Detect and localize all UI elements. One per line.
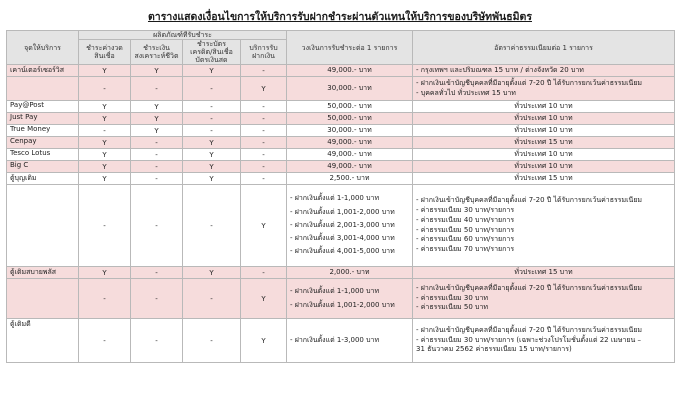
fee-line: - ฝากเงินเข้าบัญชีบุคคลที่มีอายุตั้งแต่ 7-20 ปี ได้รับการยกเว้นค่าธรรมเนียม bbox=[416, 283, 643, 292]
header-fee: อัตราค่าธรรมเนียมต่อ 1 รายการ bbox=[413, 31, 675, 65]
table-row bbox=[7, 161, 675, 173]
card-cell: - bbox=[183, 101, 241, 113]
deposit-cell: - bbox=[241, 125, 287, 137]
fee-line: - ค่าธรรมเนียม 40 บาท/รายการ bbox=[416, 215, 515, 224]
insurance-cell: - bbox=[131, 149, 183, 161]
fee-line: - ฝากเงินเข้าบัญชีบุคคลที่มีอายุตั้งแต่ 7-20 ปี ได้รับการยกเว้นค่าธรรมเนียม bbox=[416, 325, 643, 334]
insurance-cell: Y bbox=[131, 101, 183, 113]
card-cell: Y bbox=[183, 149, 241, 161]
deposit-cell: - bbox=[241, 161, 287, 173]
loan-cell: Y bbox=[79, 137, 131, 149]
limit-cell: 49,000.- บาท bbox=[287, 137, 413, 149]
loan-cell: - bbox=[79, 279, 131, 319]
card-cell: Y bbox=[183, 267, 241, 279]
insurance-cell: - bbox=[131, 267, 183, 279]
fee-line: - ค่าธรรมเนียม 60 บาท/รายการ bbox=[416, 235, 515, 244]
loan-cell: Y bbox=[79, 65, 131, 77]
agent-name-cell: ตู้บุญเติม bbox=[7, 173, 79, 185]
loan-cell: Y bbox=[79, 161, 131, 173]
fee-line: ทั่วประเทศ 10 บาท bbox=[514, 150, 573, 158]
limit-cell bbox=[287, 319, 413, 363]
deposit-cell: Y bbox=[241, 319, 287, 363]
header-card: ชำระบัตรเครดิต/สินเชื่อบัตรเงินสด bbox=[183, 40, 241, 65]
limit-line: - ฝากเงินตั้งแต่ 4,001-5,000 บาท bbox=[290, 247, 395, 256]
limit-line: - ฝากเงินตั้งแต่ 1-1,000 บาท bbox=[290, 287, 380, 296]
agent-name-cell: ตู้เติมสบายพลัส bbox=[7, 267, 79, 279]
fee-line: - ฝากเงินเข้าบัญชีบุคคลที่มีอายุตั้งแต่ 7-20 ปี ได้รับการยกเว้นค่าธรรมเนียม bbox=[416, 78, 643, 87]
fee-conditions-table bbox=[6, 30, 675, 363]
insurance-cell: - bbox=[131, 161, 183, 173]
limit-cell bbox=[287, 279, 413, 319]
fee-line: - กรุงเทพฯ และปริมณฑล 15 บาท / ต่างจังหวัด 20 บาท bbox=[416, 65, 584, 74]
insurance-cell: - bbox=[131, 77, 183, 101]
agent-name-cell bbox=[7, 279, 79, 319]
fee-line: ทั่วประเทศ 10 บาท bbox=[514, 162, 573, 170]
deposit-cell: - bbox=[241, 65, 287, 77]
loan-cell: Y bbox=[79, 113, 131, 125]
fee-line: - ค่าธรรมเนียม 30 บาท/รายการ bbox=[416, 205, 515, 214]
fee-cell bbox=[413, 279, 675, 319]
fee-line: - ฝากเงินเข้าบัญชีบุคคลที่มีอายุตั้งแต่ 7-20 ปี ได้รับการยกเว้นค่าธรรมเนียม bbox=[416, 196, 643, 205]
insurance-cell: - bbox=[131, 279, 183, 319]
insurance-cell: Y bbox=[131, 113, 183, 125]
table-row bbox=[7, 319, 675, 363]
fee-line: ทั่วประเทศ 15 บาท bbox=[514, 138, 573, 146]
limit-cell: 49,000.- บาท bbox=[287, 65, 413, 77]
fee-line: 31 ธันวาคม 2562 ค่าธรรมเนียม 15 บาท/รายการ) bbox=[416, 345, 572, 354]
loan-cell: - bbox=[79, 319, 131, 363]
limit-line: - ฝากเงินตั้งแต่ 1,001-2,000 บาท bbox=[290, 300, 395, 309]
limit-cell: 2,000.- บาท bbox=[287, 267, 413, 279]
fee-line: - บุคคลทั่วไป ทั่วประเทศ 15 บาท bbox=[416, 88, 516, 97]
fee-cell bbox=[413, 101, 675, 113]
deposit-cell: Y bbox=[241, 279, 287, 319]
agent-name-cell: Tesco Lotus bbox=[7, 149, 79, 161]
loan-cell: - bbox=[79, 125, 131, 137]
card-cell: Y bbox=[183, 137, 241, 149]
deposit-cell: Y bbox=[241, 77, 287, 101]
card-cell: - bbox=[183, 113, 241, 125]
insurance-cell: - bbox=[131, 173, 183, 185]
table-row bbox=[7, 125, 675, 137]
fee-line: - ค่าธรรมเนียม 50 บาท bbox=[416, 303, 489, 312]
limit-cell: 30,000.- บาท bbox=[287, 125, 413, 137]
table-row bbox=[7, 113, 675, 125]
card-cell: Y bbox=[183, 173, 241, 185]
limit-cell bbox=[287, 185, 413, 267]
fee-cell bbox=[413, 173, 675, 185]
card-cell: - bbox=[183, 279, 241, 319]
agent-name-cell: Big C bbox=[7, 161, 79, 173]
insurance-cell: - bbox=[131, 319, 183, 363]
agent-name-cell bbox=[7, 77, 79, 101]
fee-cell bbox=[413, 149, 675, 161]
fee-cell bbox=[413, 319, 675, 363]
card-cell: - bbox=[183, 185, 241, 267]
limit-cell: 50,000.- บาท bbox=[287, 113, 413, 125]
limit-cell: 49,000.- บาท bbox=[287, 149, 413, 161]
loan-cell: Y bbox=[79, 149, 131, 161]
limit-line: - ฝากเงินตั้งแต่ 2,001-3,000 บาท bbox=[290, 220, 395, 229]
table-row bbox=[7, 185, 675, 267]
card-cell: Y bbox=[183, 161, 241, 173]
card-cell: Y bbox=[183, 65, 241, 77]
fee-cell bbox=[413, 65, 675, 77]
deposit-cell: - bbox=[241, 101, 287, 113]
fee-line: - ค่าธรรมเนียม 50 บาท/รายการ bbox=[416, 225, 515, 234]
fee-cell bbox=[413, 125, 675, 137]
insurance-cell: - bbox=[131, 137, 183, 149]
fee-line: ทั่วประเทศ 10 บาท bbox=[514, 102, 573, 110]
limit-line: - ฝากเงินตั้งแต่ 1-1,000 บาท bbox=[290, 194, 380, 203]
table-row bbox=[7, 101, 675, 113]
agent-name-cell: Just Pay bbox=[7, 113, 79, 125]
page-title: ตารางแสดงเงื่อนไขการให้บริการรับฝากชำระผ่านตัวแทนให้บริการของบริษัทพันธมิตร bbox=[147, 11, 532, 23]
loan-cell: Y bbox=[79, 101, 131, 113]
header-products-group: ผลิตภัณฑ์ที่รับชำระ bbox=[79, 31, 287, 40]
deposit-cell: - bbox=[241, 267, 287, 279]
table-row bbox=[7, 65, 675, 77]
card-cell: - bbox=[183, 77, 241, 101]
table-row bbox=[7, 267, 675, 279]
fee-line: - ค่าธรรมเนียม 30 บาท bbox=[416, 293, 489, 302]
deposit-cell: Y bbox=[241, 185, 287, 267]
insurance-cell: Y bbox=[131, 125, 183, 137]
fee-line: ทั่วประเทศ 15 บาท bbox=[514, 174, 573, 182]
header-limit: วงเงินการรับชำระต่อ 1 รายการ bbox=[287, 31, 413, 65]
limit-cell: 49,000.- บาท bbox=[287, 161, 413, 173]
table-row bbox=[7, 137, 675, 149]
fee-line: ทั่วประเทศ 15 บาท bbox=[514, 268, 573, 276]
fee-cell bbox=[413, 113, 675, 125]
fee-line: ทั่วประเทศ 10 บาท bbox=[514, 126, 573, 134]
fee-line: - ค่าธรรมเนียม 70 บาท/รายการ bbox=[416, 245, 515, 254]
fee-cell bbox=[413, 267, 675, 279]
loan-cell: Y bbox=[79, 173, 131, 185]
fee-line: - ค่าธรรมเนียม 30 บาท/รายการ (เฉพาะช่วงโปรโมชั่นตั้งแต่ 22 เมษายน – bbox=[416, 335, 642, 344]
agent-name-cell: ตู้เติมดี bbox=[7, 319, 79, 363]
deposit-cell: - bbox=[241, 113, 287, 125]
insurance-cell: Y bbox=[131, 65, 183, 77]
header-insurance: ชำระเงินสงเคราะห์ชีวิต bbox=[131, 40, 183, 65]
agent-name-cell bbox=[7, 185, 79, 267]
limit-line: - ฝากเงินตั้งแต่ 3,001-4,000 บาท bbox=[290, 234, 395, 243]
fee-cell bbox=[413, 77, 675, 101]
limit-cell: 50,000.- บาท bbox=[287, 101, 413, 113]
deposit-cell: - bbox=[241, 149, 287, 161]
fee-cell bbox=[413, 185, 675, 267]
agent-name-cell: Pay@Post bbox=[7, 101, 79, 113]
table-row bbox=[7, 149, 675, 161]
card-cell: - bbox=[183, 319, 241, 363]
limit-line: - ฝากเงินตั้งแต่ 1-3,000 บาท bbox=[290, 335, 380, 344]
table-row bbox=[7, 77, 675, 101]
table-row bbox=[7, 279, 675, 319]
agent-name-cell: True Money bbox=[7, 125, 79, 137]
deposit-cell: - bbox=[241, 137, 287, 149]
loan-cell: Y bbox=[79, 267, 131, 279]
limit-line: - ฝากเงินตั้งแต่ 1,001-2,000 บาท bbox=[290, 207, 395, 216]
agent-name-cell: เคาน์เตอร์เซอร์วิส bbox=[7, 65, 79, 77]
limit-cell: 30,000.- บาท bbox=[287, 77, 413, 101]
insurance-cell: - bbox=[131, 185, 183, 267]
limit-cell: 2,500.- บาท bbox=[287, 173, 413, 185]
fee-cell bbox=[413, 161, 675, 173]
header-deposit: บริการรับฝากเงิน bbox=[241, 40, 287, 65]
loan-cell: - bbox=[79, 77, 131, 101]
card-cell: - bbox=[183, 125, 241, 137]
agent-name-cell: Cenpay bbox=[7, 137, 79, 149]
fee-cell bbox=[413, 137, 675, 149]
table-row bbox=[7, 173, 675, 185]
fee-line: ทั่วประเทศ 10 บาท bbox=[514, 114, 573, 122]
header-agent: จุดให้บริการ bbox=[7, 31, 79, 65]
loan-cell: - bbox=[79, 185, 131, 267]
deposit-cell: - bbox=[241, 173, 287, 185]
header-loan: ชำระค่างวดสินเชื่อ bbox=[79, 40, 131, 65]
